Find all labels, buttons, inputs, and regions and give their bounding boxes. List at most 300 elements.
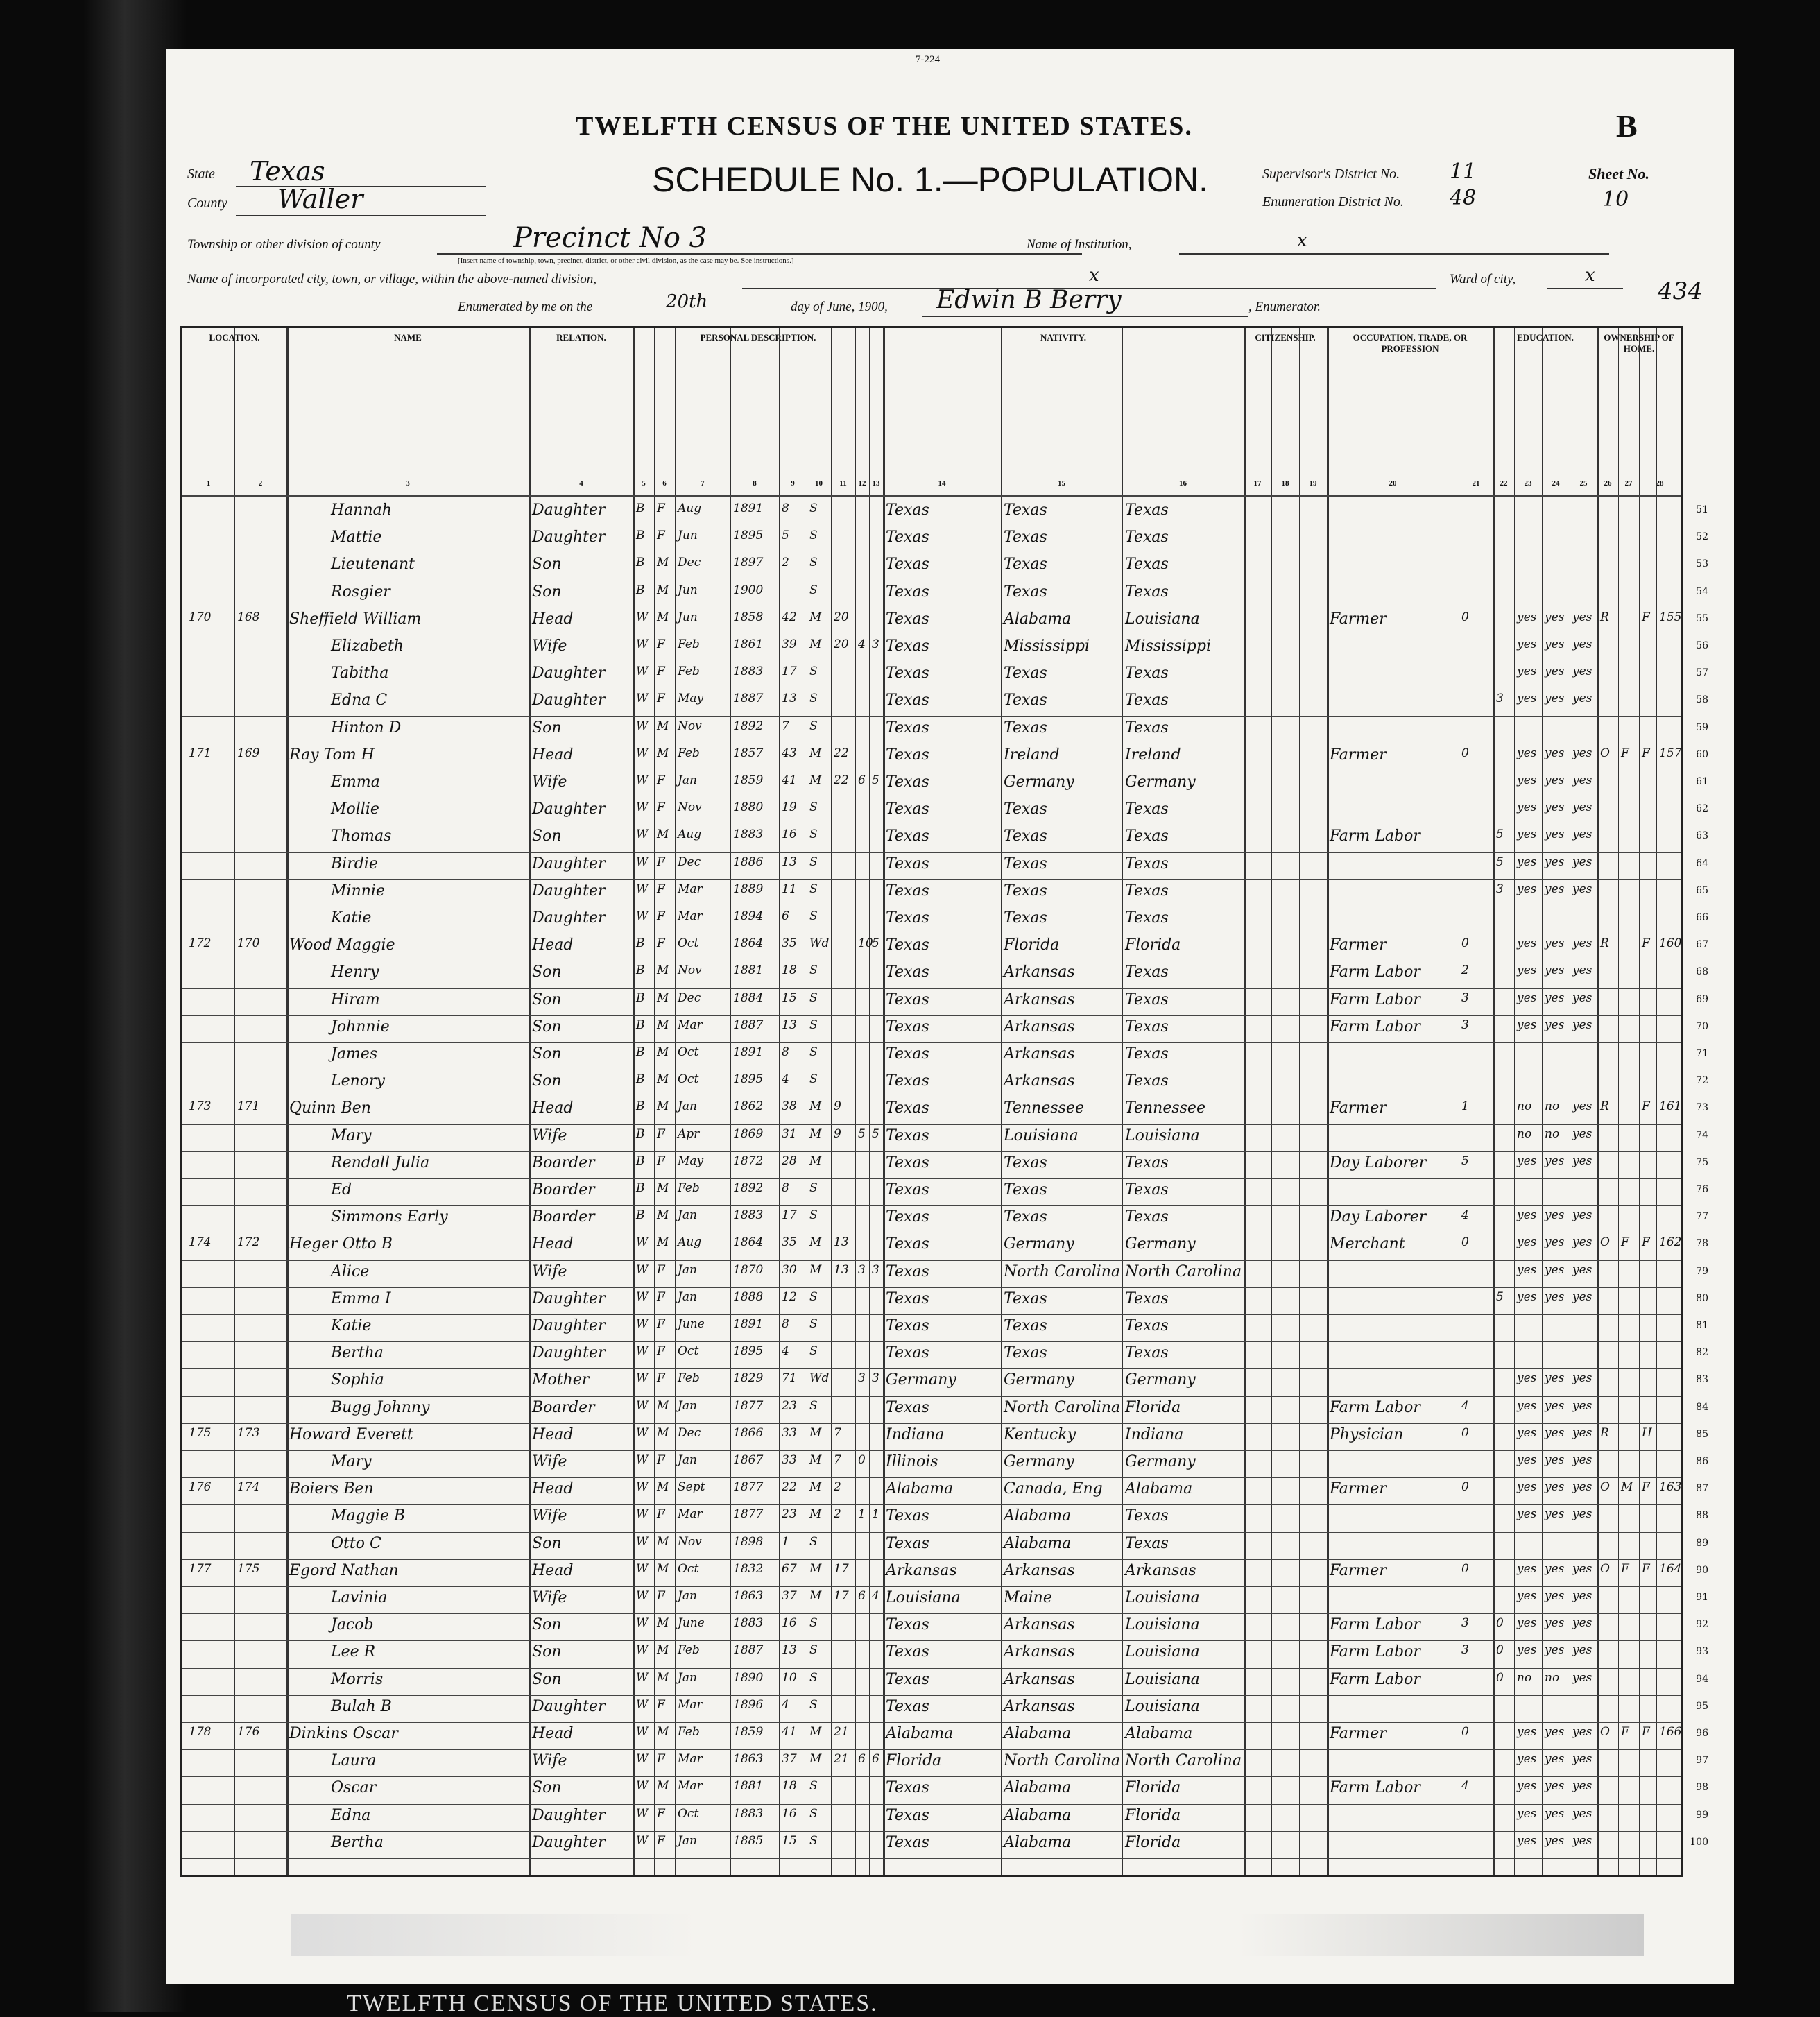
line-number: 87 — [1696, 1483, 1708, 1495]
cell-name: Emma — [331, 773, 380, 791]
cell-name: Dinkins Oscar — [289, 1725, 398, 1742]
cell-fam: 170 — [237, 936, 260, 951]
cell-eng: yes — [1572, 1561, 1592, 1576]
cell-yrs: 20 — [834, 637, 849, 651]
cell-fam: 169 — [237, 746, 260, 760]
cell-ms: S — [809, 1806, 818, 1821]
cell-pob: Texas — [886, 800, 929, 818]
cell-month: Mar — [678, 1018, 703, 1032]
cell-write: yes — [1545, 1752, 1565, 1767]
cell-occ: Physician — [1330, 1425, 1404, 1443]
cell-month: Mar — [678, 1779, 703, 1794]
cell-pob: Texas — [886, 936, 929, 954]
cell-color: W — [636, 773, 649, 787]
cell-color: W — [636, 882, 649, 896]
table-row — [182, 663, 1708, 684]
row-rule — [182, 1124, 1681, 1125]
cell-color: W — [636, 827, 649, 842]
cell-month: Jan — [678, 1670, 697, 1685]
cell-year: 1890 — [733, 1670, 764, 1685]
cell-age: 67 — [782, 1561, 797, 1576]
row-rule — [182, 1396, 1681, 1397]
group-location: LOCATION. — [209, 332, 260, 343]
group-relation: RELATION. — [556, 332, 606, 343]
cell-mpob: Ireland — [1125, 746, 1181, 764]
cell-liv: 1 — [872, 1507, 879, 1522]
cell-write: yes — [1545, 664, 1565, 679]
cell-sex: F — [657, 1453, 665, 1467]
cell-unemp: 3 — [1461, 1018, 1469, 1032]
cell-month: Jun — [678, 583, 698, 597]
cell-color: W — [636, 664, 649, 679]
county-value: Waller — [277, 184, 363, 214]
column-number: 12 — [858, 479, 866, 488]
cell-color: W — [636, 692, 649, 706]
column-number: 25 — [1579, 479, 1588, 488]
cell-read: yes — [1517, 1208, 1537, 1223]
cell-color: W — [636, 1697, 649, 1712]
cell-ch: 4 — [858, 637, 866, 651]
cell-pob: Illinois — [886, 1453, 938, 1470]
cell-year: 1897 — [733, 556, 764, 570]
cell-occ: Farmer — [1330, 1725, 1387, 1742]
cell-write: yes — [1545, 1453, 1565, 1467]
table-row — [182, 636, 1708, 657]
row-rule — [182, 1749, 1681, 1750]
line-number: 72 — [1696, 1075, 1708, 1087]
table-row — [182, 908, 1708, 929]
row-rule — [182, 1314, 1681, 1315]
cell-ms: S — [809, 1045, 818, 1059]
cell-name: Mollie — [331, 800, 379, 818]
line-number: 95 — [1696, 1700, 1708, 1712]
line-number: 58 — [1696, 694, 1708, 706]
table-row — [182, 1289, 1708, 1310]
cell-mort: F — [1621, 1235, 1629, 1250]
cell-month: Apr — [678, 1126, 700, 1141]
cell-month: Oct — [678, 1045, 699, 1059]
cell-yrs: 13 — [834, 1262, 849, 1277]
cell-own: O — [1600, 746, 1610, 760]
line-number: 57 — [1696, 667, 1708, 679]
cell-pob: Texas — [886, 719, 929, 737]
cell-fpob: Alabama — [1004, 1779, 1072, 1797]
cell-month: Jan — [678, 1589, 697, 1603]
cell-name: Lavinia — [331, 1589, 388, 1606]
cell-ms: S — [809, 990, 818, 1005]
cell-eng: yes — [1572, 1371, 1592, 1386]
cell-month: Jan — [678, 773, 697, 787]
cell-fpob: Texas — [1004, 1289, 1047, 1307]
cell-ch: 1 — [858, 1507, 866, 1522]
cell-fam: 174 — [237, 1480, 260, 1495]
cell-rel: Wife — [532, 1453, 567, 1470]
cell-ms: S — [809, 963, 818, 978]
cell-eng: yes — [1572, 1235, 1592, 1250]
cell-rel: Head — [532, 1480, 574, 1498]
cell-occ: Farmer — [1330, 1099, 1387, 1117]
cell-fpob: Mississippi — [1004, 637, 1090, 655]
cell-fpob: Arkansas — [1004, 963, 1075, 981]
row-rule — [182, 1423, 1681, 1424]
cell-fpob: Texas — [1004, 909, 1047, 927]
cell-fpob: Texas — [1004, 501, 1047, 519]
cell-color: W — [636, 800, 649, 815]
cell-school: 3 — [1496, 692, 1504, 706]
cell-sex: M — [657, 746, 669, 760]
cell-year: 1866 — [733, 1425, 764, 1440]
line-number: 64 — [1696, 857, 1708, 869]
cell-mpob: Louisiana — [1125, 1670, 1200, 1688]
supervisor-value: 11 — [1450, 160, 1477, 184]
cell-rel: Head — [532, 1099, 574, 1117]
table-row — [182, 854, 1708, 875]
table-row — [182, 1615, 1708, 1636]
cell-pob: Texas — [886, 1670, 929, 1688]
cell-month: Jun — [678, 610, 698, 624]
cell-read: yes — [1517, 855, 1537, 869]
cell-mpob: Texas — [1125, 1018, 1169, 1036]
cell-ms: S — [809, 692, 818, 706]
cell-pob: Alabama — [886, 1725, 954, 1742]
cell-eng: yes — [1572, 827, 1592, 842]
cell-liv: 4 — [872, 1589, 879, 1603]
cell-ms: S — [809, 1398, 818, 1413]
cell-name: Ray Tom H — [289, 746, 375, 764]
column-number: 7 — [701, 479, 705, 488]
cell-write: yes — [1545, 800, 1565, 815]
cell-ms: S — [809, 501, 818, 515]
cell-fpob: Tennessee — [1004, 1099, 1084, 1117]
line-number: 71 — [1696, 1048, 1708, 1059]
enumeration-district-value: 48 — [1450, 186, 1477, 210]
cell-year: 1892 — [733, 719, 764, 733]
cell-rel: Head — [532, 746, 574, 764]
cell-eng: yes — [1572, 800, 1592, 815]
cell-sex: F — [657, 1507, 665, 1522]
cell-read: yes — [1517, 1616, 1537, 1631]
cell-ms: S — [809, 1317, 818, 1331]
column-number: 14 — [938, 479, 946, 488]
cell-year: 1894 — [733, 909, 764, 923]
cell-pob: Texas — [886, 1126, 929, 1144]
cell-color: W — [636, 1779, 649, 1794]
cell-mpob: Indiana — [1125, 1425, 1184, 1443]
cell-write: yes — [1545, 827, 1565, 842]
cell-color: B — [636, 1153, 645, 1168]
cell-year: 1864 — [733, 1235, 764, 1250]
city-label: Name of incorporated city, town, or village, within the above-named division, — [187, 272, 596, 286]
state-label: State — [187, 166, 215, 182]
cell-month: Nov — [678, 1534, 702, 1549]
cell-ms: S — [809, 1534, 818, 1549]
line-number: 96 — [1696, 1728, 1708, 1739]
cell-age: 31 — [782, 1126, 797, 1141]
cell-sex: M — [657, 1018, 669, 1032]
cell-fpob: Arkansas — [1004, 1018, 1075, 1036]
cell-unemp: 0 — [1461, 1235, 1469, 1250]
line-number: 93 — [1696, 1646, 1708, 1658]
cell-unemp: 0 — [1461, 1725, 1469, 1739]
group-citizenship: CITIZENSHIP. — [1255, 332, 1316, 343]
township-value: Precinct No 3 — [513, 222, 707, 254]
cell-month: Mar — [678, 882, 703, 896]
table-row — [182, 1343, 1708, 1364]
cell-own: R — [1600, 1425, 1609, 1440]
enumerated-day: 20th — [666, 291, 708, 312]
table-row — [182, 826, 1708, 847]
cell-occ: Merchant — [1330, 1235, 1405, 1253]
cell-fpob: Texas — [1004, 529, 1047, 547]
cell-unemp: 0 — [1461, 610, 1469, 624]
cell-unemp: 5 — [1461, 1153, 1469, 1168]
line-number: 92 — [1696, 1619, 1708, 1631]
cell-sex: F — [657, 1317, 665, 1331]
line-number: 52 — [1696, 531, 1708, 543]
cell-pob: Texas — [886, 990, 929, 1008]
cell-name: Bertha — [331, 1833, 384, 1851]
cell-ms: S — [809, 1072, 818, 1087]
cell-mpob: Texas — [1125, 719, 1169, 737]
enumerated-mid: day of June, 1900, — [791, 300, 888, 314]
cell-color: B — [636, 990, 645, 1005]
cell-write: yes — [1545, 936, 1565, 951]
form-number: 7-224 — [916, 54, 940, 65]
cell-mpob: Florida — [1125, 1833, 1181, 1851]
cell-sex: F — [657, 882, 665, 896]
cell-ms: S — [809, 909, 818, 923]
cell-sex: F — [657, 1752, 665, 1767]
cell-farm: F — [1642, 1725, 1650, 1739]
cell-ms: M — [809, 610, 822, 624]
cell-year: 1896 — [733, 1697, 764, 1712]
table-row — [182, 500, 1708, 521]
cell-fpob: North Carolina — [1004, 1398, 1121, 1416]
cell-eng: yes — [1572, 1589, 1592, 1603]
cell-write: yes — [1545, 1289, 1565, 1304]
cell-color: W — [636, 1561, 649, 1576]
cell-name: Edna — [331, 1806, 371, 1824]
cell-fpob: Arkansas — [1004, 1072, 1075, 1090]
cell-liv: 5 — [872, 936, 879, 951]
cell-write: no — [1545, 1670, 1560, 1685]
cell-sex: M — [657, 1670, 669, 1685]
cell-mpob: Texas — [1125, 1072, 1169, 1090]
cell-age: 16 — [782, 827, 797, 842]
table-row — [182, 799, 1708, 820]
cell-ch: 10 — [858, 936, 873, 951]
cell-unemp: 2 — [1461, 963, 1469, 978]
cell-color: W — [636, 1344, 649, 1359]
cell-fam: 176 — [237, 1725, 260, 1739]
cell-year: 1883 — [733, 1208, 764, 1223]
cell-rel: Son — [532, 1670, 562, 1688]
cell-read: yes — [1517, 963, 1537, 978]
cell-read: yes — [1517, 1833, 1537, 1848]
column-number: 28 — [1656, 479, 1664, 488]
cell-ch: 3 — [858, 1371, 866, 1386]
cell-rel: Boarder — [532, 1398, 595, 1416]
row-rule — [182, 1668, 1681, 1669]
cell-pob: Texas — [886, 1833, 929, 1851]
cell-year: 1857 — [733, 746, 764, 760]
table-row — [182, 1071, 1708, 1092]
row-rule — [182, 1532, 1681, 1533]
cell-color: B — [636, 1045, 645, 1059]
cell-month: Feb — [678, 746, 700, 760]
cell-sex: M — [657, 1099, 669, 1114]
cell-mpob: Texas — [1125, 556, 1169, 574]
cell-name: Ed — [331, 1181, 352, 1199]
cell-name: Katie — [331, 1317, 372, 1334]
cell-unemp: 0 — [1461, 1480, 1469, 1495]
cell-write: yes — [1545, 1616, 1565, 1631]
cell-fpob: Texas — [1004, 1344, 1047, 1362]
cell-fpob: Texas — [1004, 1153, 1047, 1171]
row-rule — [182, 1015, 1681, 1016]
cell-read: yes — [1517, 1235, 1537, 1250]
cell-farm: F — [1642, 1561, 1650, 1576]
cell-write: yes — [1545, 990, 1565, 1005]
cell-name: Boiers Ben — [289, 1480, 374, 1498]
cell-mpob: Alabama — [1125, 1725, 1193, 1742]
cell-month: Oct — [678, 1561, 699, 1576]
column-number: 21 — [1472, 479, 1480, 488]
cell-color: W — [636, 1725, 649, 1739]
cell-write: yes — [1545, 963, 1565, 978]
cell-pob: Texas — [886, 1045, 929, 1063]
cell-name: Oscar — [331, 1779, 377, 1797]
cell-name: Lieutenant — [331, 556, 415, 574]
cell-month: Jan — [678, 1208, 697, 1223]
cell-read: yes — [1517, 1779, 1537, 1794]
cell-color: B — [636, 556, 645, 570]
row-rule — [182, 1205, 1681, 1206]
cell-rel: Son — [532, 1045, 562, 1063]
cell-month: Feb — [678, 1181, 700, 1195]
line-number: 98 — [1696, 1782, 1708, 1794]
cell-color: W — [636, 1833, 649, 1848]
column-number: 17 — [1253, 479, 1262, 488]
cell-school: 5 — [1496, 827, 1504, 842]
line-number: 76 — [1696, 1184, 1708, 1195]
cell-farm: F — [1642, 1235, 1650, 1250]
cell-eng: yes — [1572, 1806, 1592, 1821]
cell-age: 16 — [782, 1806, 797, 1821]
cell-fpob: North Carolina — [1004, 1262, 1121, 1280]
cell-color: W — [636, 1806, 649, 1821]
cell-write: yes — [1545, 1806, 1565, 1821]
cell-sex: M — [657, 1616, 669, 1631]
cell-rel: Daughter — [532, 1289, 606, 1307]
cell-yrs: 21 — [834, 1752, 849, 1767]
cell-fpob: Arkansas — [1004, 1670, 1075, 1688]
cell-ms: M — [809, 1126, 822, 1141]
cell-sex: M — [657, 1072, 669, 1087]
cell-month: Jan — [678, 1833, 697, 1848]
cell-eng: yes — [1572, 773, 1592, 787]
line-number: 81 — [1696, 1320, 1708, 1331]
cell-year: 1891 — [733, 1317, 764, 1331]
table-row — [182, 1316, 1708, 1337]
cell-pob: Texas — [886, 1262, 929, 1280]
cell-dw: 174 — [189, 1235, 212, 1250]
enumerated-prefix: Enumerated by me on the — [458, 300, 593, 314]
cell-age: 13 — [782, 1643, 797, 1658]
cell-color: W — [636, 1480, 649, 1495]
census-title: TWELFTH CENSUS OF THE UNITED STATES. — [576, 112, 1193, 141]
cell-rel: Boarder — [532, 1208, 595, 1226]
cell-mpob: Germany — [1125, 1453, 1196, 1470]
cell-dw: 177 — [189, 1561, 212, 1576]
cell-fpob: Kentucky — [1004, 1425, 1076, 1443]
line-number: 65 — [1696, 884, 1708, 896]
enumerator-label: , Enumerator. — [1248, 300, 1321, 314]
cell-own: O — [1600, 1480, 1610, 1495]
cell-pob: Texas — [886, 1507, 929, 1525]
cell-name: Otto C — [331, 1534, 381, 1552]
cell-occ: Day Laborer — [1330, 1153, 1427, 1171]
cell-color: B — [636, 1018, 645, 1032]
line-number: 73 — [1696, 1102, 1708, 1114]
cell-color: B — [636, 1181, 645, 1195]
enumerator-underline — [922, 316, 1248, 317]
cell-read: yes — [1517, 773, 1537, 787]
line-number: 54 — [1696, 585, 1708, 597]
row-rule — [182, 1831, 1681, 1832]
column-number: 16 — [1179, 479, 1187, 488]
cell-fpob: Ireland — [1004, 746, 1060, 764]
cell-mpob: Tennessee — [1125, 1099, 1205, 1117]
cell-color: W — [636, 1371, 649, 1386]
cell-age: 5 — [782, 529, 789, 543]
row-rule — [182, 1586, 1681, 1587]
schedule-title: SCHEDULE No. 1.—POPULATION. — [652, 160, 1209, 199]
row-rule — [182, 1368, 1681, 1369]
cell-year: 1884 — [733, 990, 764, 1005]
cell-sex: M — [657, 1561, 669, 1576]
cell-dw: 178 — [189, 1725, 212, 1739]
table-row — [182, 609, 1708, 630]
line-number: 77 — [1696, 1211, 1708, 1223]
cell-name: Maggie B — [331, 1507, 406, 1525]
table-row — [182, 745, 1708, 766]
cell-own: O — [1600, 1561, 1610, 1576]
cell-eng: yes — [1572, 692, 1592, 706]
line-number: 68 — [1696, 966, 1708, 978]
cell-eng: yes — [1572, 664, 1592, 679]
cell-year: 1895 — [733, 1344, 764, 1359]
cell-sex: M — [657, 963, 669, 978]
cell-sex: M — [657, 1045, 669, 1059]
cell-pob: Texas — [886, 664, 929, 683]
cell-mpob: Florida — [1125, 1779, 1181, 1797]
cell-unemp: 3 — [1461, 1643, 1469, 1658]
cell-fpob: North Carolina — [1004, 1752, 1121, 1770]
cell-pob: Texas — [886, 1616, 929, 1634]
institution-label: Name of Institution, — [1027, 237, 1132, 252]
cell-name: Morris — [331, 1670, 384, 1688]
cell-write: yes — [1545, 1480, 1565, 1495]
cell-ms: S — [809, 882, 818, 896]
cell-month: Jan — [678, 1262, 697, 1277]
cell-name: Simmons Early — [331, 1208, 448, 1226]
cell-sex: M — [657, 1643, 669, 1658]
table-row — [182, 1180, 1708, 1201]
cell-year: 1891 — [733, 501, 764, 515]
cell-name: Henry — [331, 963, 379, 981]
cell-rel: Wife — [532, 637, 567, 655]
